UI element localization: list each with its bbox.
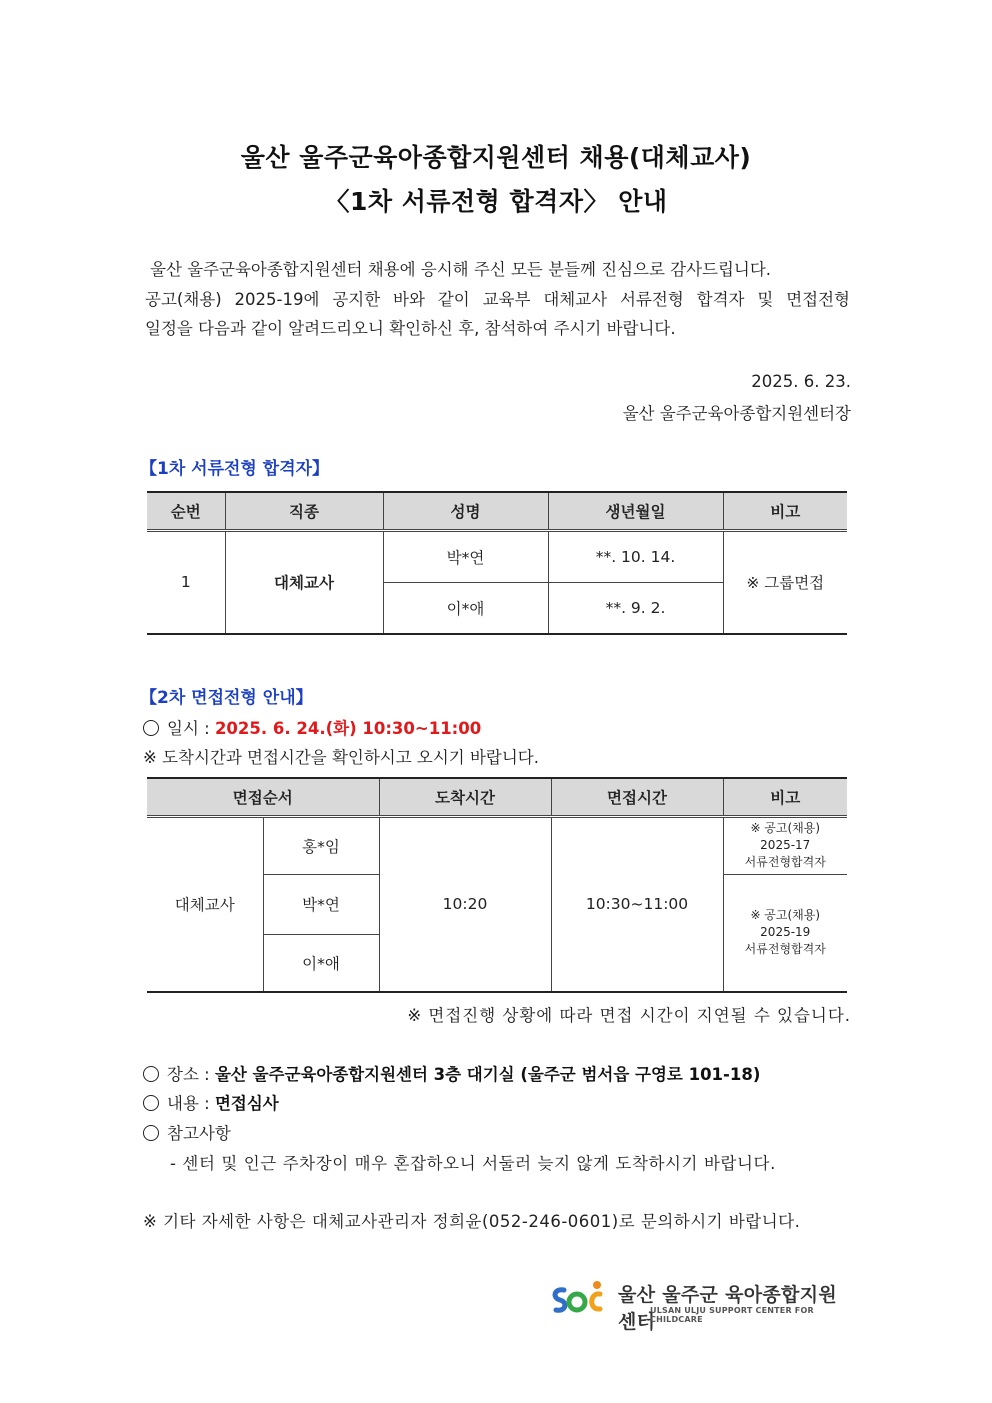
- intro-line-2: 공고(채용) 2025-19에 공지한 바와 같이 교육부 대체교사 서류전형 합격자 및 면접전형: [145, 290, 850, 309]
- arrival-time: 10:20: [379, 816, 551, 992]
- header-number: 순번: [147, 492, 225, 530]
- applicant-number: 1: [147, 530, 225, 634]
- interview-time: 10:30~11:00: [551, 816, 723, 992]
- datetime-value: 2025. 6. 24.(화) 10:30~11:00: [214, 719, 482, 738]
- bullet-circle-icon: [143, 720, 159, 736]
- interview-job: 대체교사: [147, 816, 263, 992]
- note-line: 서류전형합격자: [744, 942, 826, 957]
- header-note: 비고: [723, 492, 847, 530]
- contact-note: ※ 기타 자세한 사항은 대체교사관리자 정희윤(052-246-0601)로 문의하시기 바랍니다.: [143, 1212, 801, 1231]
- bullet-circle-icon: [143, 1095, 159, 1111]
- center-logo: [550, 1278, 850, 1333]
- issuer: 울산 울주군육아종합지원센터장: [622, 404, 851, 423]
- place-label: 장소 :: [167, 1065, 210, 1084]
- content-value: 면접심사: [214, 1094, 279, 1113]
- arrival-notice: ※ 도착시간과 면접시간을 확인하시고 오시기 바랍니다.: [143, 748, 539, 767]
- page-title: 울산 울주군육아종합지원센터 채용(대체교사): [240, 143, 752, 172]
- center-logo-icon: [550, 1278, 610, 1320]
- note-line: 2025-17: [760, 838, 811, 852]
- interviewee-name: 이*애: [263, 934, 379, 992]
- bullet-circle-icon: [143, 1125, 159, 1141]
- header-order: 면접순서: [147, 778, 379, 816]
- content-line: [143, 1090, 279, 1114]
- logo-name: 울산 울주군 육아종합지원센터: [618, 1284, 838, 1333]
- note-line: ※ 공고(채용): [750, 821, 821, 835]
- notice-date: 2025. 6. 23.: [751, 372, 851, 391]
- applicant-name: 이*애: [383, 582, 548, 634]
- content-label: 내용 :: [167, 1094, 210, 1113]
- note-line: ※ 공고(채용): [750, 908, 821, 923]
- reference-line: [143, 1120, 231, 1144]
- applicant-note: ※ 그룹면접: [746, 574, 825, 593]
- reference-item: - 센터 및 인근 주차장이 매우 혼잡하오니 서둘러 늦지 않게 도착하시기 바랍니다.: [170, 1154, 776, 1173]
- page-subtitle: 〈1차 서류전형 합격자〉 안내: [324, 187, 668, 216]
- place-value: 울산 울주군육아종합지원센터 3층 대기실 (울주군 범서읍 구영로 101-18): [214, 1065, 761, 1084]
- section1-heading: 【1차 서류전형 합격자】: [140, 459, 330, 479]
- interviewee-name: 박*연: [263, 874, 379, 934]
- applicant-name: 박*연: [383, 530, 548, 582]
- header-birth: 생년월일: [548, 492, 723, 530]
- applicant-birth: **. 9. 2.: [548, 582, 723, 634]
- place-line: [143, 1061, 760, 1085]
- table-row: [147, 530, 847, 582]
- bullet-circle-icon: [143, 1066, 159, 1082]
- interview-note-2: [723, 874, 847, 992]
- datetime-label: 일시 :: [167, 719, 210, 738]
- header-note: 비고: [723, 778, 847, 816]
- logo-english: ULSAN ULJU SUPPORT CENTER FOR CHILDCARE: [650, 1306, 814, 1324]
- intro-line-3: 일정을 다음과 같이 알려드리오니 확인하신 후, 참석하여 주시기 바랍니다.: [145, 319, 676, 338]
- table-header-row: [147, 492, 847, 530]
- datetime-line: [143, 715, 481, 739]
- header-arrival: 도착시간: [379, 778, 551, 816]
- note-line: 2025-19: [760, 925, 811, 940]
- table-row: [147, 816, 847, 874]
- reference-label: 참고사항: [167, 1124, 231, 1143]
- applicant-table: [147, 491, 847, 635]
- table-header-row: [147, 778, 847, 816]
- applicant-job: 대체교사: [225, 530, 383, 634]
- intro-line-1: 울산 울주군육아종합지원센터 채용에 응시해 주신 모든 분들께 진심으로 감사드립니다.: [150, 260, 772, 279]
- header-name: 성명: [383, 492, 548, 530]
- section2-heading: 【2차 면접전형 안내】: [140, 688, 313, 708]
- header-interview: 면접시간: [551, 778, 723, 816]
- interviewee-name: 홍*임: [263, 816, 379, 874]
- interview-table: [147, 777, 847, 993]
- note-line: 서류전형합격자: [744, 855, 826, 869]
- interview-note-1: [723, 816, 847, 874]
- delay-note: ※ 면접진행 상황에 따라 면접 시간이 지연될 수 있습니다.: [407, 1006, 851, 1025]
- header-job: 직종: [225, 492, 383, 530]
- applicant-birth: **. 10. 14.: [548, 530, 723, 582]
